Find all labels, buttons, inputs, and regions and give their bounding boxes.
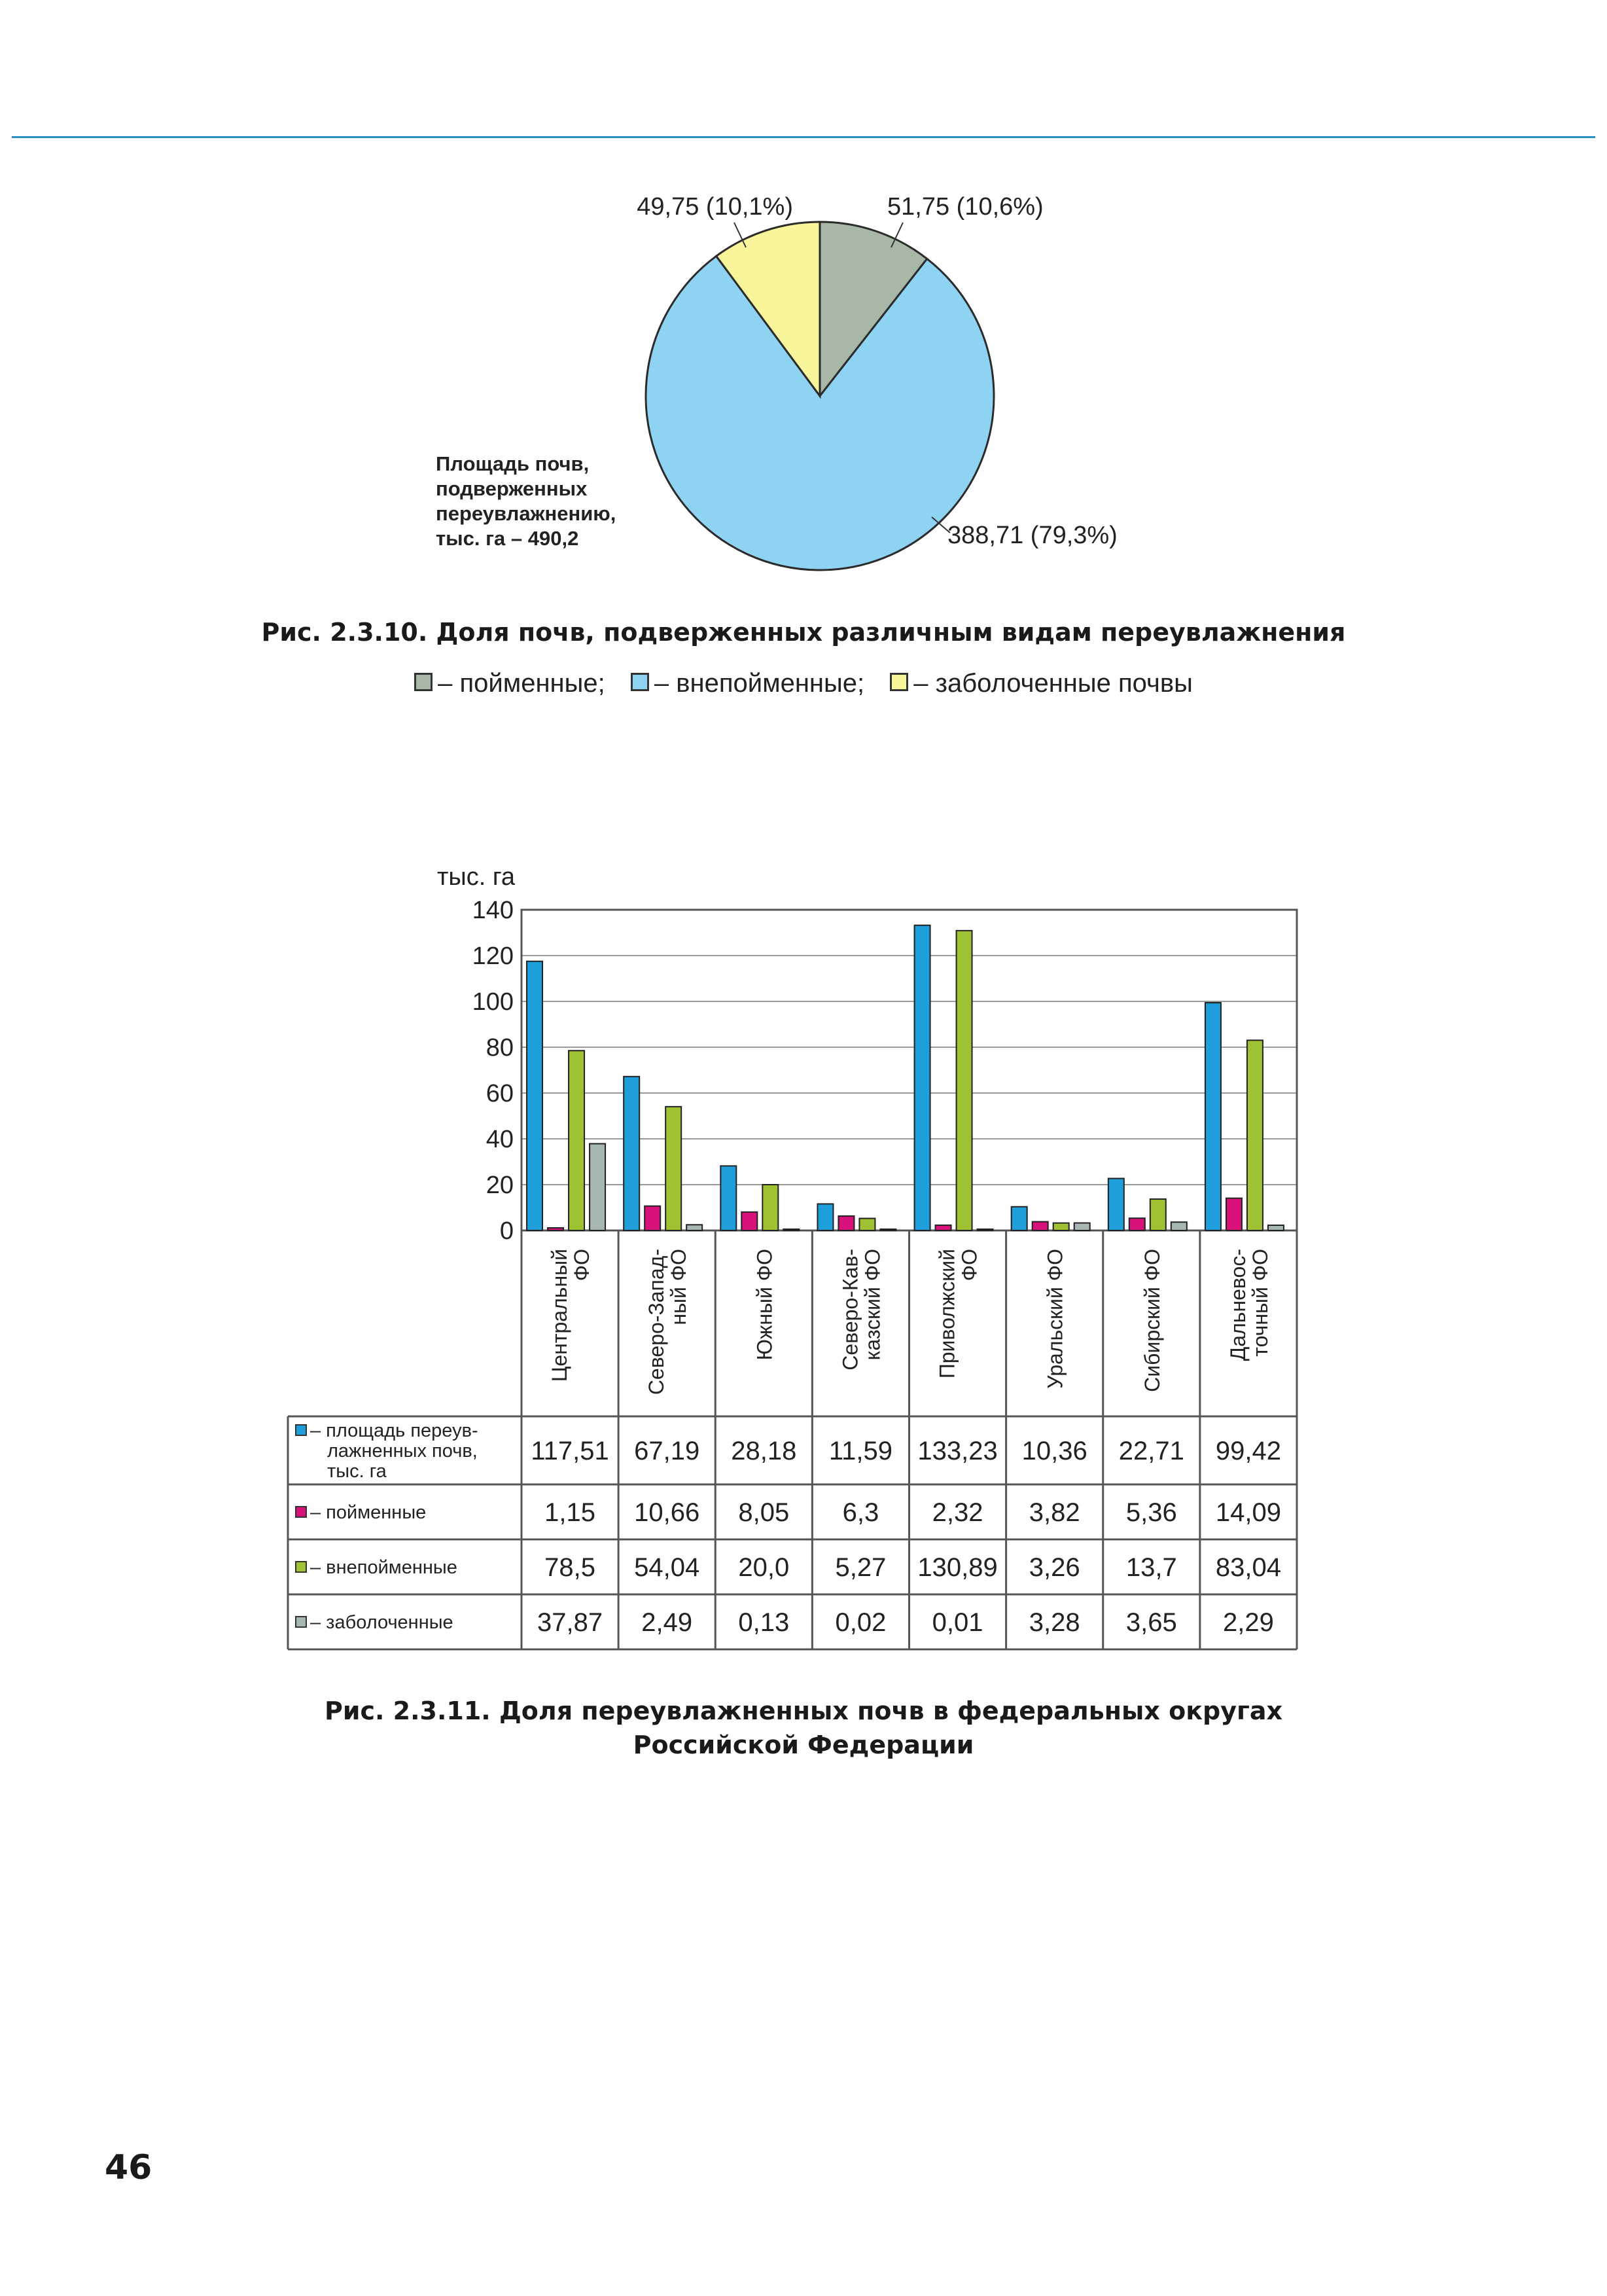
figure2-caption-line2: Российской Федерации <box>633 1731 974 1759</box>
table-value: 54,04 <box>634 1553 700 1582</box>
bar-0-1 <box>624 1077 639 1230</box>
bar-0-2 <box>720 1166 736 1230</box>
table-value: 0,02 <box>835 1608 887 1637</box>
bar-0-5 <box>1012 1207 1027 1230</box>
table-value: 2,29 <box>1223 1608 1274 1637</box>
y-tick-label: 20 <box>486 1172 514 1199</box>
table-series-name: – заболоченные <box>310 1612 453 1633</box>
y-tick-label: 60 <box>486 1080 514 1107</box>
bar-1-4 <box>936 1225 951 1230</box>
bar-1-6 <box>1129 1218 1145 1230</box>
bar-0-4 <box>915 925 930 1230</box>
bar-3-6 <box>1171 1222 1187 1230</box>
bar-3-0 <box>590 1143 605 1230</box>
bar-2-1 <box>665 1107 681 1230</box>
table-value: 11,59 <box>828 1437 893 1465</box>
legend-swatch <box>631 673 649 691</box>
pie-note-line: подверженных <box>436 477 588 500</box>
category-label: Сибирский ФО <box>1140 1249 1164 1392</box>
figure1-caption: Рис. 2.3.10. Доля почв, подверженных различным видам переувлажнения <box>261 618 1346 647</box>
category-label: ФО <box>957 1249 981 1282</box>
bar-3-1 <box>686 1225 702 1230</box>
category-label: Центральный <box>548 1249 572 1382</box>
bar-2-5 <box>1053 1223 1069 1230</box>
table-value: 0,13 <box>738 1608 790 1637</box>
legend-item-zabolochennye <box>890 669 1193 698</box>
bar-2-0 <box>569 1050 584 1230</box>
category-label: Приволжский <box>935 1249 959 1379</box>
legend-item-vnepojmennye <box>631 669 864 698</box>
y-axis-label: тыс. га <box>437 863 515 891</box>
page-number: 46 <box>105 2148 152 2187</box>
table-value: 14,09 <box>1215 1498 1281 1527</box>
table-value: 5,36 <box>1125 1498 1177 1527</box>
table-value: 99,42 <box>1215 1437 1281 1465</box>
y-tick-label: 120 <box>472 942 514 970</box>
table-value: 3,26 <box>1029 1553 1080 1582</box>
pie-note-line: переувлажнению, <box>436 502 616 525</box>
bar-0-0 <box>527 961 542 1230</box>
table-value: 83,04 <box>1215 1553 1281 1582</box>
pie-total-note <box>436 452 616 551</box>
y-tick-label: 0 <box>499 1217 514 1245</box>
category-label: Дальневос- <box>1226 1249 1250 1361</box>
legend-label: – пойменные; <box>438 669 605 698</box>
table-value: 2,49 <box>641 1608 693 1637</box>
y-tick-label: 140 <box>472 897 514 924</box>
table-value: 0,01 <box>932 1608 983 1637</box>
pie-note-line: Площадь почв, <box>436 452 590 475</box>
table-value: 133,23 <box>917 1437 998 1465</box>
legend-swatch <box>414 673 433 691</box>
pie-legend <box>0 669 1607 698</box>
table-value: 1,15 <box>544 1498 595 1527</box>
pie-slice-label: 388,71 (79,3%) <box>947 522 1118 549</box>
bar-2-6 <box>1150 1199 1166 1230</box>
category-label: ный ФО <box>667 1249 691 1325</box>
table-value: 2,32 <box>932 1498 983 1527</box>
table-series-name: лажненных почв, <box>327 1441 478 1462</box>
bar-3-2 <box>783 1229 799 1230</box>
bar-1-0 <box>548 1228 563 1230</box>
table-value: 78,5 <box>544 1553 595 1582</box>
table-value: 10,66 <box>634 1498 700 1527</box>
bar-3-3 <box>880 1229 896 1230</box>
pie-chart <box>0 0 1607 589</box>
bar-1-7 <box>1226 1198 1242 1230</box>
category-label: Северо-Кав- <box>838 1249 862 1371</box>
bar-2-7 <box>1247 1040 1263 1230</box>
legend-label: – внепойменные; <box>654 669 865 698</box>
bar-2-2 <box>762 1185 778 1230</box>
bar-2-3 <box>859 1219 875 1230</box>
bar-chart <box>0 838 1607 1676</box>
table-series-name: – пойменные <box>310 1502 427 1523</box>
y-tick-label: 40 <box>486 1126 514 1153</box>
bar-0-6 <box>1108 1179 1124 1230</box>
table-value: 22,71 <box>1118 1437 1184 1465</box>
pie-slice-label: 51,75 (10,6%) <box>887 193 1044 221</box>
y-tick-label: 80 <box>486 1034 514 1062</box>
table-legend-swatch <box>296 1507 306 1517</box>
category-label: точный ФО <box>1248 1249 1272 1357</box>
category-label: Южный ФО <box>752 1249 777 1361</box>
table-value: 67,19 <box>634 1437 700 1465</box>
bar-1-2 <box>741 1212 757 1230</box>
bar-1-1 <box>645 1206 660 1230</box>
table-value: 20,0 <box>738 1553 790 1582</box>
pie-slice-label: 49,75 (10,1%) <box>637 193 793 221</box>
table-series-name: – площадь переув- <box>310 1420 478 1441</box>
bar-1-3 <box>838 1216 854 1230</box>
table-value: 117,51 <box>531 1437 609 1465</box>
table-legend-swatch <box>296 1562 306 1572</box>
table-value: 3,65 <box>1125 1608 1177 1637</box>
category-label: казский ФО <box>860 1249 885 1361</box>
bar-3-4 <box>978 1229 993 1230</box>
bar-3-5 <box>1074 1223 1090 1230</box>
bar-2-4 <box>957 931 972 1230</box>
bar-0-3 <box>817 1204 833 1230</box>
category-label: ФО <box>570 1249 594 1282</box>
table-value: 6,3 <box>842 1498 879 1527</box>
bar-0-7 <box>1205 1003 1221 1230</box>
y-tick-label: 100 <box>472 988 514 1016</box>
table-legend-swatch <box>296 1425 306 1435</box>
table-value: 3,82 <box>1029 1498 1080 1527</box>
table-legend-swatch <box>296 1617 306 1627</box>
bar-3-7 <box>1268 1225 1284 1230</box>
table-value: 8,05 <box>738 1498 790 1527</box>
table-value: 37,87 <box>537 1608 603 1637</box>
table-value: 28,18 <box>731 1437 797 1465</box>
table-value: 130,89 <box>917 1553 998 1582</box>
table-series-name: – внепойменные <box>310 1557 457 1578</box>
table-value: 5,27 <box>835 1553 887 1582</box>
table-value: 10,36 <box>1021 1437 1087 1465</box>
table-value: 13,7 <box>1125 1553 1177 1582</box>
table-series-name: тыс. га <box>327 1461 387 1482</box>
category-label: Северо-Запад- <box>645 1249 669 1395</box>
bar-1-5 <box>1033 1222 1048 1230</box>
legend-label: – заболоченные почвы <box>913 669 1193 698</box>
table-value: 3,28 <box>1029 1608 1080 1637</box>
category-label: Уральский ФО <box>1043 1249 1067 1389</box>
legend-item-pojmennye <box>414 669 605 698</box>
legend-swatch <box>890 673 908 691</box>
figure2-caption-line1: Рис. 2.3.11. Доля переувлажненных почв в федеральных округах <box>324 1696 1282 1725</box>
pie-note-line: тыс. га – 490,2 <box>436 527 579 550</box>
